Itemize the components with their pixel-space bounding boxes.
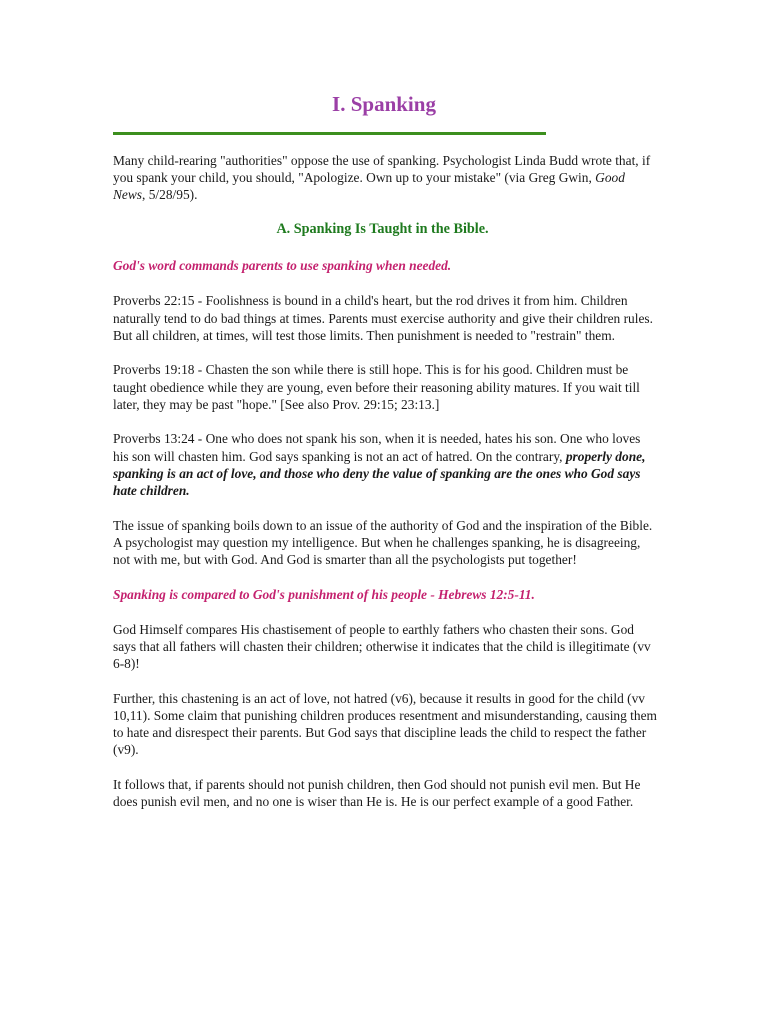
intro-source: Good News bbox=[113, 170, 625, 203]
section-heading: A. Spanking Is Taught in the Bible. bbox=[276, 221, 489, 237]
paragraph-proverbs-19-18: Proverbs 19:18 - Chasten the son while there is still hope. This is for his good. Children must be taught obedience while they are young, even before their reasoning ability matures. If you wait till later, they may be past "hope." [See also Prov. 29:15; 23:13.] bbox=[113, 362, 640, 412]
intro-text: Many child-rearing "authorities" oppose the use of spanking. Psychologist Linda Budd wrote that, if you spank your child, you should, "Apologize. Own up to your mistake" (via Greg Gwin, bbox=[113, 153, 651, 186]
paragraph-further: Further, this chastening is an act of love, not hatred (v6), because it results in good for the child (vv 10,11). Some claim that punishing children produces resentment and misunderstanding, causing them to hate and disrespect their parents. But God says that discipline leads the child to respect the father (v9). bbox=[113, 690, 657, 758]
paragraph-authority: The issue of spanking boils down to an issue of the authority of God and the inspiration of the Bible. A psychologist may question my intelligence. But when he challenges spanking, he is disagreeing, not with me, but with God. And God is smarter than all the psychologists put together! bbox=[113, 517, 653, 568]
paragraph-proverbs-13-24 bbox=[113, 430, 658, 499]
title-divider bbox=[113, 132, 546, 135]
paragraph-god-himself: God Himself compares His chastisement of people to earthly fathers who chasten their sons. God says that all fathers will chasten their children; otherwise it indicates that the child is illegitimate (vv 6-8)! bbox=[113, 621, 651, 672]
page-title: I. Spanking bbox=[332, 92, 436, 116]
paragraph-proverbs-22-15: Proverbs 22:15 - Foolishness is bound in a child's heart, but the rod drives it from him. Children naturally tend to do bad things at times. Parents must exercise authority and give their children rules. But all children, at times, will test those limits. Then punishment is needed to "restrain" them. bbox=[113, 293, 653, 343]
subheading-commands: God's word commands parents to use spanking when needed. bbox=[113, 258, 452, 274]
intro-paragraph bbox=[113, 152, 658, 204]
emphasized-text: properly done, spanking is an act of love, and those who deny the value of spanking are the ones who God says hate children. bbox=[113, 448, 646, 499]
intro-text-end: , 5/28/95). bbox=[142, 187, 198, 203]
paragraph-text: Proverbs 13:24 - One who does not spank his son, when it is needed, hates his son. One who loves his son will chasten him. God says spanking is not an act of hatred. On the contrary, bbox=[113, 431, 641, 464]
subheading-hebrews: Spanking is compared to God's punishment of his people - Hebrews 12:5-11. bbox=[113, 586, 535, 602]
document-body bbox=[113, 152, 658, 828]
paragraph-it-follows: It follows that, if parents should not punish children, then God should not punish evil men. But He does punish evil men, and no one is wiser than He is. He is our perfect example of a good Father. bbox=[113, 777, 641, 810]
